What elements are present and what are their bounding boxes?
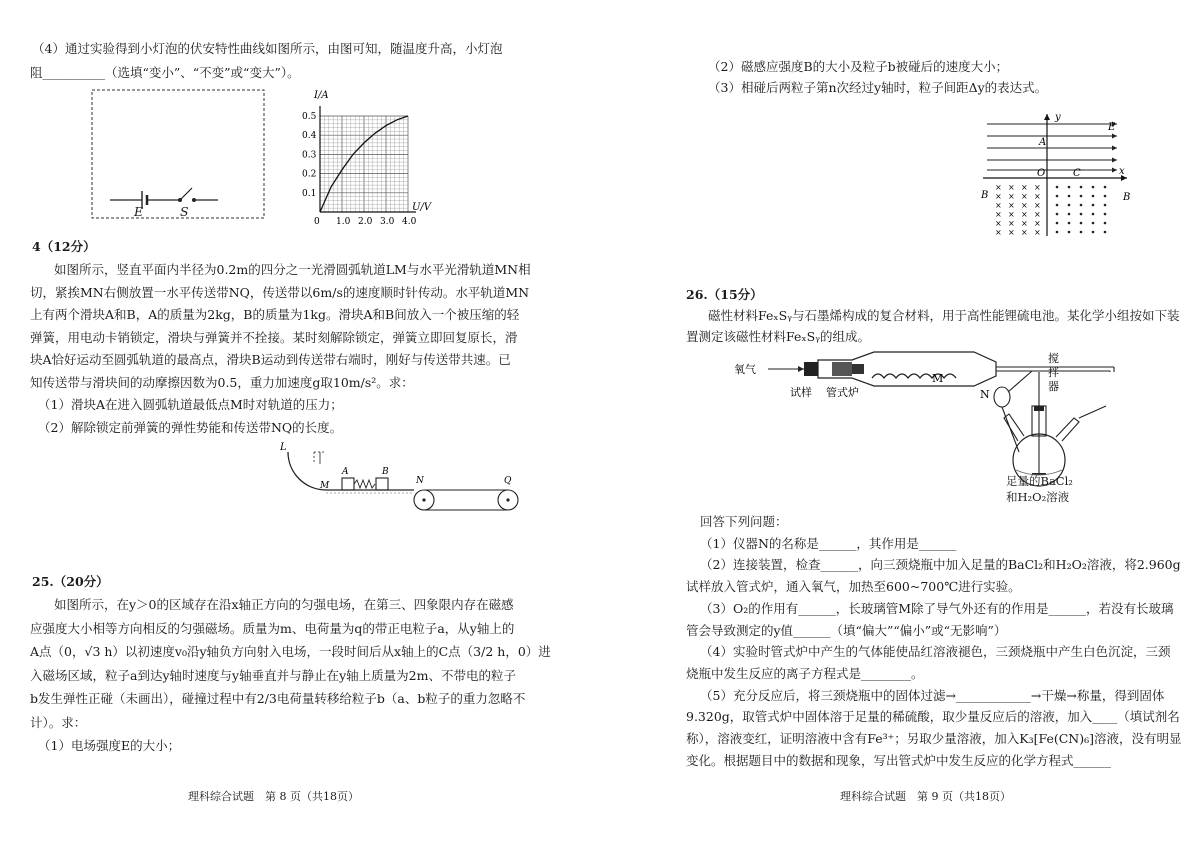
text-line: （2）解除锁定前弹簧的弹性势能和传送带NQ的长度。	[38, 419, 343, 435]
label-y: y	[1055, 112, 1061, 123]
text-line: 管会导致测定的y值______（填“偏大”“偏小”或“无影响”）	[686, 622, 1007, 638]
svg-text:×: ×	[1021, 201, 1028, 210]
q4-line-1: （4）通过实验得到小灯泡的伏安特性曲线如图所示，由图可知，随温度升高，小灯泡	[32, 41, 503, 56]
y-tick-label: 0.2	[302, 169, 317, 180]
x-tick-label: 1.0	[336, 217, 351, 227]
label-e: E	[1108, 122, 1116, 133]
svg-text:×: ×	[1034, 210, 1041, 219]
text-line: （2）连接装置，检查______，向三颈烧瓶中加入足量的BaCl₂和H₂O₂溶液，将2.960g	[700, 557, 1181, 573]
x-tick-label: 4.0	[402, 217, 417, 227]
text-line: （3）O₂的作用有______，长玻璃管M除了导气外还有的作用是______，若没有长玻璃	[700, 600, 1174, 616]
heating-coil	[872, 374, 956, 378]
svg-text:×: ×	[1034, 183, 1041, 192]
chart-grid	[320, 116, 408, 212]
text-line: （1）仪器N的名称是______，其作用是______	[700, 535, 957, 551]
svg-text:×: ×	[1034, 201, 1041, 210]
svg-text:×: ×	[1034, 192, 1041, 201]
text-line: （4）实验时管式炉中产生的气体能使品红溶液褪色，三颈烧瓶中产生白色沉淀，三颈	[700, 644, 1171, 660]
text-line: 回答下列问题：	[700, 514, 788, 529]
label-b-left: B	[981, 190, 989, 201]
solution-label-1: 足量的BaCl₂	[1006, 474, 1073, 488]
stirrer-label-2: 拌	[1048, 366, 1059, 379]
label-furnace: 管式炉	[826, 386, 859, 399]
svg-text:×: ×	[995, 201, 1002, 210]
field-diagram	[975, 108, 1135, 240]
q25-header: 25.（20分）	[32, 574, 109, 589]
x-tick-label: 0	[314, 217, 320, 227]
x-axis-label: U/V	[412, 202, 432, 213]
q25-part2: （2）磁感应强度B的大小及粒子b被碰后的速度大小；	[708, 59, 1009, 74]
stirrer-label-1: 搅	[1048, 352, 1059, 365]
track-diagram	[276, 440, 536, 520]
q26-intro-1: 磁性材料FeₓSᵧ与石墨烯构成的复合材料，用于高性能锂硫电池。某化学小组按如下装	[708, 308, 1180, 323]
text-line: 烧瓶中发生反应的离子方程式是________。	[686, 665, 924, 681]
text-line: 计）。求：	[30, 714, 87, 730]
svg-text:×: ×	[995, 192, 1002, 201]
y-tick-label: 0.1	[302, 188, 317, 199]
right-page	[600, 0, 1200, 849]
q26-intro-2: 置测定该磁性材料FeₓSᵧ的组成。	[686, 329, 870, 344]
svg-text:×: ×	[995, 219, 1002, 228]
svg-text:×: ×	[1034, 228, 1041, 237]
y-tick-label: 0.4	[302, 131, 317, 142]
label-c: C	[1073, 168, 1081, 179]
label-a: A	[1039, 137, 1047, 148]
block-b	[376, 478, 388, 490]
svg-text:×: ×	[1021, 183, 1028, 192]
label-m: M	[932, 372, 944, 385]
text-line: 试样放入管式炉，通入氧气，加热至600~700℃进行实验。	[686, 579, 1021, 595]
y-tick-label: 0.3	[302, 150, 317, 161]
svg-text:×: ×	[1021, 228, 1028, 237]
label-b-right: B	[1123, 192, 1131, 203]
circuit-label-e: E	[134, 204, 144, 219]
switch-lever	[180, 188, 192, 200]
y-axis-label: I/A	[314, 90, 329, 101]
iu-chart	[300, 88, 435, 228]
circuit-box-dashed	[92, 90, 264, 218]
label-x: x	[1119, 166, 1125, 177]
stopper	[804, 362, 818, 376]
label-o: O	[1037, 168, 1046, 179]
text-line: 上有两个滑块A和B，A的质量为2kg，B的质量为1kg。滑块A和B间放入一个被压缩的轻	[30, 307, 520, 322]
q25-part3: （3）相碰后两粒子第n次经过y轴时，粒子间距Δy的表达式。	[708, 80, 1048, 95]
text-line: 弹簧，用电动卡销锁定，滑块与弹簧并不拴接。某时刻解除锁定，弹簧立即回复原长，滑	[30, 329, 518, 345]
text-line: 变化。根据题目中的数据和现象，写出管式炉中发生反应的化学方程式______	[686, 752, 1112, 768]
svg-text:×: ×	[1008, 228, 1015, 237]
svg-text:×: ×	[1021, 210, 1028, 219]
text-line: 如图所示，在y＞0的区域存在沿x轴正方向的匀强电场，在第三、四象限内存在磁感	[54, 597, 514, 612]
label-a: A	[342, 467, 349, 477]
svg-text:×: ×	[1008, 210, 1015, 219]
svg-text:×: ×	[1008, 219, 1015, 228]
spring	[354, 480, 375, 488]
label-n: N	[416, 476, 424, 486]
text-line: 块A恰好运动至圆弧轨道的最高点，滑块B运动到传送带右端时，刚好与传送带共速。已	[30, 352, 511, 367]
left-footer: 理科综合试题 第 8 页（共18页）	[188, 790, 359, 803]
svg-text:×: ×	[995, 210, 1002, 219]
q26-header: 26.（15分）	[686, 287, 763, 302]
text-line: 知传送带与滑块间的动摩擦因数为0.5，重力加速度g取10m/s²。求：	[30, 374, 414, 390]
text-line: A点（0，√3 h）以初速度v₀沿y轴负方向射入电场，一段时间后从x轴上的C点（3/2 h，0）进	[30, 644, 551, 659]
svg-text:×: ×	[1021, 219, 1028, 228]
label-n: N	[980, 388, 990, 401]
circuit-label-s: S	[180, 204, 189, 219]
text-line: （1）电场强度E的大小；	[38, 738, 181, 753]
solution-label-2: 和H₂O₂溶液	[1006, 490, 1070, 504]
text-line: 入磁场区域，粒子a到达y轴时速度与y轴垂直并与静止在y轴上质量为2m、不带电的粒子	[30, 667, 516, 683]
magnetic-field-out-of-page	[1056, 186, 1107, 234]
label-m: M	[320, 481, 330, 491]
x-tick-label: 2.0	[358, 217, 373, 227]
text-line: （1）滑块A在进入圆弧轨道最低点M时对轨道的压力；	[38, 397, 343, 412]
block-a	[342, 478, 354, 490]
svg-text:×: ×	[995, 183, 1002, 192]
text-line: 称），溶液变红，证明溶液中含有Fe³⁺；另取少量溶液，加入K₃[Fe(CN)₆]溶液，没有明显	[686, 731, 1182, 746]
svg-text:×: ×	[1008, 192, 1015, 201]
text-line: （5）充分反应后，将三颈烧瓶中的固体过滤→____________→干燥→称量，得到固体	[700, 687, 1165, 703]
drying-bulb-n	[994, 387, 1010, 407]
q4-line-2: 阻__________（选填“变小”、“不变”或“变大”）。	[30, 65, 300, 80]
svg-text:×: ×	[1021, 192, 1028, 201]
svg-text:×: ×	[1008, 201, 1015, 210]
x-tick-label: 3.0	[380, 217, 395, 227]
label-sample: 试样	[790, 386, 812, 399]
text-line: 9.320g，取管式炉中固体溶于足量的稀硫酸，取少量反应后的溶液，加入____（填试剂名	[686, 709, 1180, 725]
stirrer-label-3: 器	[1048, 380, 1059, 393]
label-l: L	[280, 442, 287, 453]
text-line: b发生弹性正碰（未画出），碰撞过程中有2/3电荷量转移给粒子b（a、b粒子的重力忽略不	[30, 691, 526, 706]
text-line: 应强度大小相等方向相反的匀强磁场。质量为m、电荷量为q的带正电粒子a，从y轴上的	[30, 620, 515, 636]
text-line: 如图所示，竖直平面内半径为0.2m的四分之一光滑圆弧轨道LM与水平光滑轨道MN相	[54, 262, 531, 277]
svg-text:×: ×	[1008, 183, 1015, 192]
sample-boat	[832, 362, 852, 376]
label-b: B	[382, 467, 389, 477]
right-footer: 理科综合试题 第 9 页（共18页）	[840, 790, 1011, 803]
magnetic-field-into-page	[995, 183, 1041, 237]
electric-field-lines	[987, 122, 1117, 173]
q24-header: 4（12分）	[32, 239, 96, 254]
svg-text:×: ×	[995, 228, 1002, 237]
label-oxygen: 氧气	[734, 363, 756, 376]
text-line: 切，紧挨MN右侧放置一水平传送带NQ，传送带以6m/s的速度顺时针传动。水平轨道MN	[30, 284, 530, 300]
svg-text:×: ×	[1034, 219, 1041, 228]
y-tick-label: 0.5	[302, 112, 317, 122]
label-q: Q	[504, 476, 512, 486]
